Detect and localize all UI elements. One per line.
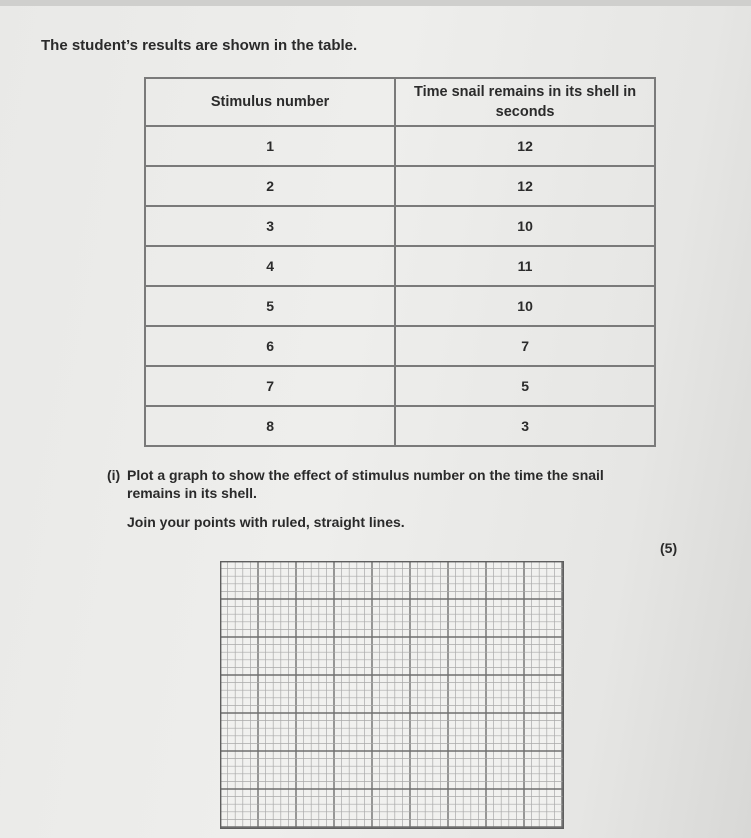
table-row <box>145 206 655 246</box>
question-number: (i) <box>107 467 121 483</box>
table-body <box>145 126 655 446</box>
cell-time-seconds: 5 <box>395 366 655 406</box>
header-time-in-shell <box>395 78 655 126</box>
results-table <box>144 77 656 447</box>
cell-stimulus-number: 3 <box>145 206 395 246</box>
instruction-text: Join your points with ruled, straight lines. <box>127 514 405 530</box>
cell-stimulus-number: 4 <box>145 246 395 286</box>
table-row <box>145 166 655 206</box>
table-row <box>145 246 655 286</box>
cell-time-seconds: 12 <box>395 126 655 166</box>
page-top-edge <box>0 0 751 6</box>
cell-stimulus-number: 6 <box>145 326 395 366</box>
intro-text: The student’s results are shown in the table. <box>41 37 358 54</box>
table-row <box>145 286 655 326</box>
cell-time-seconds: 12 <box>395 166 655 206</box>
table-row <box>145 366 655 406</box>
cell-stimulus-number: 1 <box>145 126 395 166</box>
cell-stimulus-number: 7 <box>145 366 395 406</box>
table-row <box>145 326 655 366</box>
question-i <box>107 466 667 502</box>
graph-grid <box>220 561 564 829</box>
cell-time-seconds: 3 <box>395 406 655 446</box>
cell-time-seconds: 7 <box>395 326 655 366</box>
marks-label: (5) <box>660 540 678 556</box>
table-row <box>145 406 655 446</box>
cell-time-seconds: 10 <box>395 286 655 326</box>
cell-time-seconds: 10 <box>395 206 655 246</box>
cell-stimulus-number: 8 <box>145 406 395 446</box>
cell-stimulus-number: 2 <box>145 166 395 206</box>
table-header-row <box>145 78 655 126</box>
table-row <box>145 126 655 166</box>
question-text-line1: Plot a graph to show the effect of stimulus number on the time the snail <box>127 467 604 483</box>
header-stimulus-number: Stimulus number <box>145 78 395 126</box>
cell-time-seconds: 11 <box>395 246 655 286</box>
cell-stimulus-number: 5 <box>145 286 395 326</box>
question-text-line2: remains in its shell. <box>127 485 257 501</box>
header-time-in-shell-label: Time snail remains in its shell in seconds <box>414 84 637 120</box>
graph-paper[interactable] <box>220 561 564 829</box>
